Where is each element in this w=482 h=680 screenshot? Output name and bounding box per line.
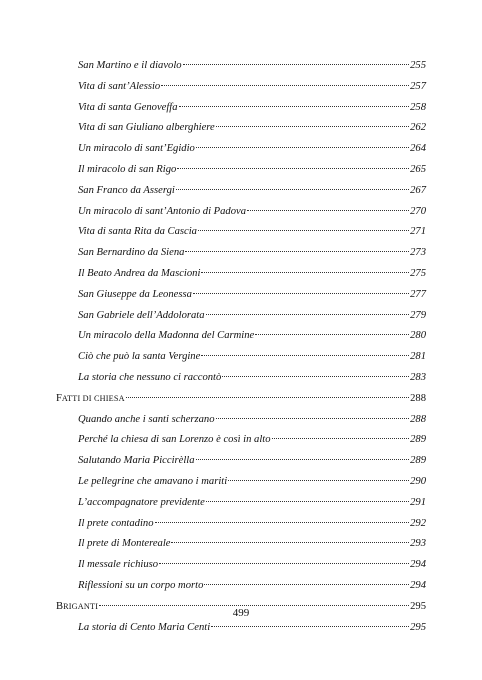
toc-entry-title: Vita di santa Genoveffa [78,101,178,113]
toc-entry [56,264,426,285]
toc-page-number: 288 [410,392,426,404]
dot-leader [201,272,409,273]
toc-page-number: 281 [410,351,426,363]
dot-leader [171,542,409,543]
toc-entry-title: San Bernardino da Siena [78,247,185,259]
dot-leader [126,397,409,398]
dot-leader [177,168,409,169]
toc-page-number: 275 [410,267,426,279]
toc-page-number: 265 [410,163,426,175]
toc-entry [56,139,426,160]
dot-leader [247,210,409,211]
toc-entry [56,181,426,202]
toc-entry [56,472,426,493]
toc-entry-title: Ciò che può la santa Vergine [78,351,201,363]
toc-entry-title: Le pellegrine che amavano i mariti [78,475,228,487]
dot-leader [179,106,410,107]
toc-entry [56,555,426,576]
toc-entry-title: Riflessioni su un corpo morto [78,579,204,591]
toc-page-number: 270 [410,205,426,217]
toc-entry [56,56,426,77]
toc-entry [56,222,426,243]
toc-page-number: 280 [410,330,426,342]
toc-entry [56,118,426,139]
dot-leader [222,376,409,377]
toc-page-number: 267 [410,184,426,196]
page-number: 499 [232,607,250,619]
dot-leader [159,563,409,564]
toc-page-number: 264 [410,143,426,155]
toc-entry-title: San Martino e il diavolo [78,60,182,71]
toc-entry [56,576,426,597]
dot-leader [196,459,410,460]
toc-page-number: 258 [410,101,426,113]
toc-entry [56,98,426,119]
dot-leader [161,85,409,86]
toc-page-number: 295 [410,621,426,633]
toc-entry [56,451,426,472]
toc-entry-title: Il Beato Andrea da Mascioni [78,267,201,279]
dot-leader [216,418,410,419]
toc-entry-title: Un miracolo di sant’Antonio di Padova [78,205,247,217]
toc-entry [56,368,426,389]
toc-entry [56,306,426,327]
toc-page-number: 255 [410,60,426,71]
toc-entry-title: Perché la chiesa di san Lorenzo è così in alto [78,434,271,446]
dot-leader [228,480,409,481]
toc-page-number: 262 [410,122,426,134]
toc-page-number: 288 [410,413,426,425]
toc-entry-title: Vita di sant’Alessio [78,80,161,92]
toc-entry-title: La storia che nessuno ci raccontò [78,371,222,383]
toc-page-number: 273 [410,247,426,259]
toc-section [56,389,426,410]
toc-page-number: 294 [410,559,426,571]
toc-entry [56,285,426,306]
toc-section-title [56,389,125,410]
toc-page-number: 277 [410,288,426,300]
toc-entry [56,410,426,431]
toc-entry [56,430,426,451]
toc-entry-title: Il miracolo di san Rigo [78,163,177,175]
toc-entry [56,160,426,181]
toc-entry-title: Il messale richiuso [78,559,159,571]
toc-entry-title: Un miracolo di sant’Egidio [78,143,195,155]
toc-page-number: 291 [410,496,426,508]
toc-entry [56,534,426,555]
toc-page-number: 257 [410,80,426,92]
toc-entry-title: Quando anche i santi scherzano [78,413,215,425]
toc-entry [56,202,426,223]
toc-entry-title: L’accompagnatore previdente [78,496,205,508]
toc-entry-title: Il prete contadino [78,517,154,529]
dot-leader [211,626,409,627]
dot-leader [183,64,410,65]
dot-leader [272,438,410,439]
dot-leader [185,251,409,252]
dot-leader [198,230,409,231]
toc-entry-title: Salutando Maria Piccirèlla [78,455,195,467]
toc-page-number: 295 [410,600,426,612]
dot-leader [176,189,409,190]
toc-page-number: 294 [410,579,426,591]
toc-entry-title: Vita di santa Rita da Cascia [78,226,197,238]
dot-leader [99,605,409,606]
toc-page-number: 271 [410,226,426,238]
toc-page-number: 293 [410,538,426,550]
table-of-contents [56,56,426,638]
toc-entry-title: Un miracolo della Madonna del Carmine [78,330,255,342]
toc-page-number: 290 [410,475,426,487]
dot-leader [206,314,410,315]
dot-leader [201,355,409,356]
toc-entry [56,493,426,514]
toc-page-number: 289 [410,455,426,467]
dot-leader [155,522,410,523]
dot-leader [255,334,409,335]
toc-page-number: 279 [410,309,426,321]
toc-entry-title: San Gabriele dell’Addolorata [78,309,205,321]
section-initial: F [56,392,62,404]
toc-entry-title: San Giuseppe da Leonessa [78,288,192,300]
toc-entry [56,347,426,368]
dot-leader [216,126,409,127]
dot-leader [193,293,409,294]
toc-entry [56,514,426,535]
toc-page-number: 283 [410,371,426,383]
toc-entry-title: La storia di Cento Maria Centi [78,621,211,633]
section-smallcaps: RIGANTI [63,601,99,611]
toc-entry [56,618,426,639]
dot-leader [204,584,409,585]
toc-entry [56,326,426,347]
dot-leader [206,501,409,502]
dot-leader [196,147,409,148]
toc-page-number: 292 [410,517,426,529]
toc-entry-title: San Franco da Assergi [78,184,175,196]
section-initial: B [56,600,64,612]
toc-page-number: 289 [410,434,426,446]
toc-entry-title: Vita di san Giuliano alberghiere [78,122,215,134]
section-smallcaps: ATTI DI CHIESA [61,393,125,403]
toc-entry [56,77,426,98]
toc-entry-title: Il prete di Montereale [78,538,171,550]
toc-entry [56,243,426,264]
